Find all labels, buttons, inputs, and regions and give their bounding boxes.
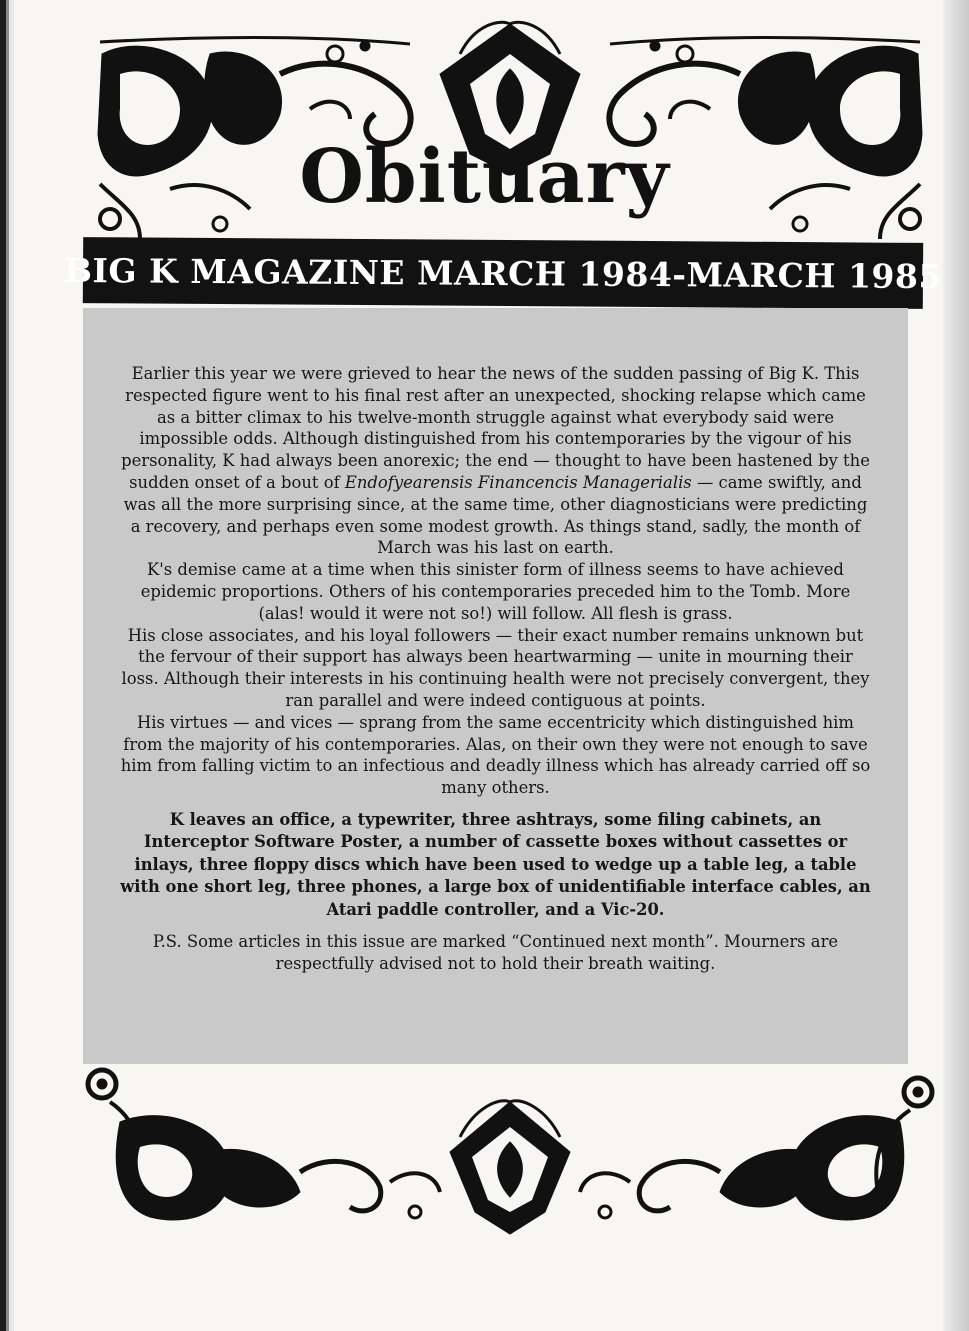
paragraph-2: K's demise came at a time when this sinister form of illness seems to have achieved epidemic proportions. Others of his contemporaries preceded him to the Tomb. More (alas! would it were not so!) will follow. All flesh is grass. — [140, 560, 851, 623]
bottom-ornament — [80, 1062, 940, 1242]
paragraph-1-end: — came swiftly, and was all the more surprising since, at the same time, other diagnosticians were predicting a recovery, and perhaps even some modest growth. As things stand, sadly, the month of March was his last on earth. — [123, 472, 868, 558]
page-title: Obituary — [299, 134, 670, 220]
illness-name: Endofyearensis Financencis Managerialis — [344, 472, 692, 492]
postscript: P.S. Some articles in this issue are marked “Continued next month”. Mourners are respectfully advised not to hold their breath waiting. — [152, 932, 839, 974]
bequest-paragraph: K leaves an office, a typewriter, three ashtrays, some filing cabinets, an Interceptor Software Poster, a number of cassette boxes without cassettes or inlays, three floppy discs which have been used to wedge up a table leg, a table with one short leg, three phones, a large box of unidentifiable interface cables, an Atari paddle controller, and a Vic-20. — [120, 809, 871, 919]
paragraph-3: His close associates, and his loyal followers — their exact number remains unknown but the fervour of their support has always been heartwarming — unite in mourning their loss. Although their interests in his continuing health were not precisely convergent, they ran parallel and were indeed contiguous at points. — [121, 625, 870, 710]
paragraph-4: His virtues — and vices — sprang from the same eccentricity which distinguished him from the majority of his contemporaries. Alas, on their own they were not enough to save him from falling victim to an infectious and deadly illness which has already carried off so many others. — [120, 712, 871, 798]
paragraph-1 — [117, 363, 874, 559]
obituary-text-panel — [83, 308, 908, 1064]
paragraph-1-start: Earlier this year we were grieved to hear the news of the sudden passing of Big K. This respected figure went to his final rest after an unexpected, shocking relapse which came as a bitter climax to his twelve-month struggle against what everybody said were impossible odds. Although distinguished from his contemporaries by the vigour of his personality, K had always been anorexic; the end — thought to have been hastened by the sudden onset of a bout of — [121, 364, 870, 492]
issue-banner: BIG K MAGAZINE MARCH 1984-MARCH 1985 — [83, 237, 923, 309]
